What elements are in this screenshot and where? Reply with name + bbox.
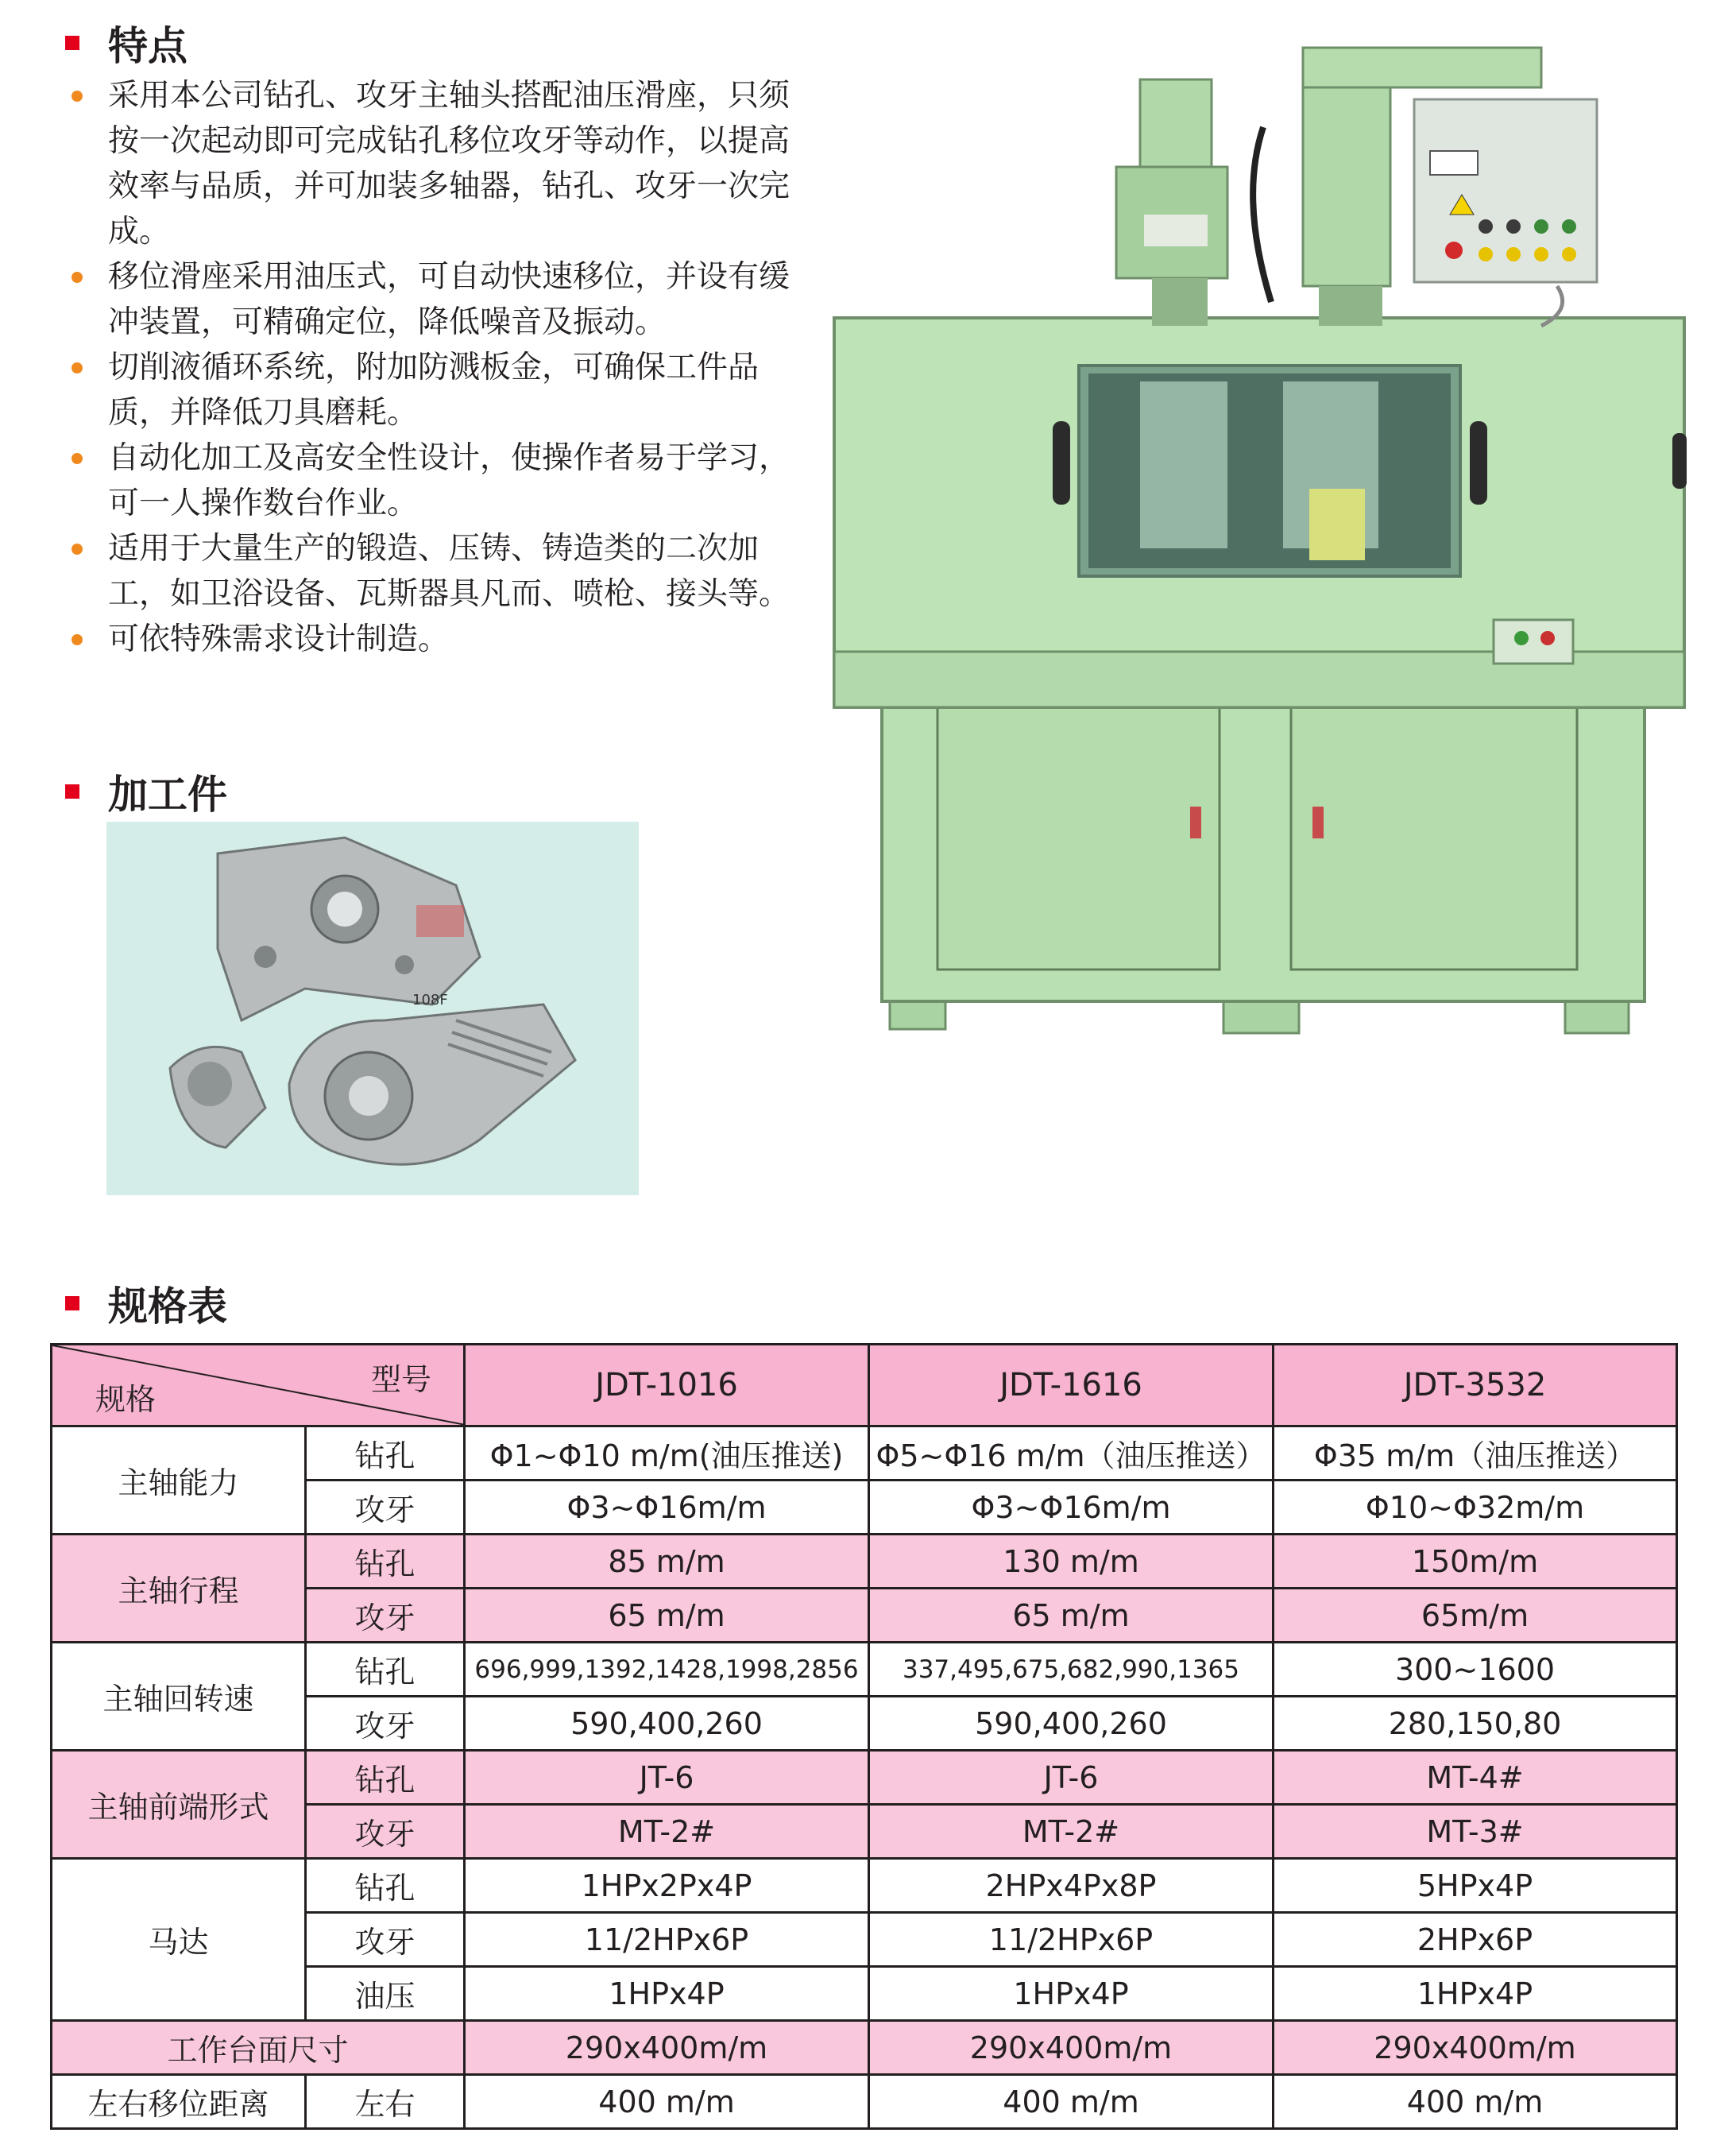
- table-cell: 590,400,260: [869, 1697, 1274, 1751]
- table-cell: Φ1~Φ10 m/m(油压推送): [465, 1426, 869, 1481]
- red-square-icon: [65, 1296, 79, 1310]
- table-row: [52, 1859, 1677, 1913]
- group-label: 工作台面尺寸: [52, 2021, 465, 2075]
- table-cell: Φ3~Φ16m/m: [869, 1481, 1274, 1535]
- sub-label: 钻孔: [306, 1643, 465, 1697]
- diagonal-divider: [52, 1345, 466, 1425]
- table-cell: Φ35 m/m（油压推送）: [1274, 1426, 1677, 1481]
- feature-item: 移位滑座采用油压式，可自动快速移位，并设有缓冲装置，可精确定位，降低噪音及振动。: [65, 254, 804, 345]
- workpiece-title: 加工件: [108, 772, 227, 818]
- sub-label: 钻孔: [306, 1535, 465, 1589]
- sub-label: 钻孔: [306, 1859, 465, 1913]
- table-cell: 85 m/m: [465, 1535, 869, 1589]
- table-cell: 11/2HPx6P: [869, 1913, 1274, 1967]
- table-cell: 696,999,1392,1428,1998,2856: [465, 1643, 869, 1697]
- table-cell: 300~1600: [1274, 1643, 1677, 1697]
- spec-title: 规格表: [108, 1283, 227, 1330]
- table-cell: 65m/m: [1274, 1589, 1677, 1643]
- workpiece-photo: [106, 822, 639, 1195]
- table-cell: 150m/m: [1274, 1535, 1677, 1589]
- table-cell: 5HPx4P: [1274, 1859, 1677, 1913]
- group-label: 主轴前端形式: [52, 1751, 306, 1859]
- table-cell: Φ3~Φ16m/m: [465, 1481, 869, 1535]
- red-square-icon: [65, 36, 79, 50]
- table-cell: Φ5~Φ16 m/m（油压推送）: [869, 1426, 1274, 1481]
- sub-label: 钻孔: [306, 1426, 465, 1481]
- table-row: [52, 1426, 1677, 1481]
- table-cell: 11/2HPx6P: [465, 1913, 869, 1967]
- sub-label: 油压: [306, 1967, 465, 2021]
- table-cell: 400 m/m: [465, 2075, 869, 2129]
- features-title: 特点: [108, 23, 187, 69]
- spec-heading: [65, 1275, 227, 1332]
- model-header: JDT-1016: [465, 1345, 869, 1426]
- table-cell: 1HPx2Px4P: [465, 1859, 869, 1913]
- feature-item: 适用于大量生产的锻造、压铸、铸造类的二次加工，如卫浴设备、瓦斯器具凡而、喷枪、接头等。: [65, 526, 804, 617]
- sub-label: 攻牙: [306, 1913, 465, 1967]
- table-cell: 290x400m/m: [869, 2021, 1274, 2075]
- sub-label: 攻牙: [306, 1697, 465, 1751]
- group-label: 主轴回转速: [52, 1643, 306, 1751]
- table-cell: 590,400,260: [465, 1697, 869, 1751]
- model-header: JDT-1616: [869, 1345, 1274, 1426]
- features-list: [65, 73, 804, 662]
- feature-item: 采用本公司钻孔、攻牙主轴头搭配油压滑座，只须按一次起动即可完成钻孔移位攻牙等动作，以提高效率与品质，并可加装多轴器，钻孔、攻牙一次完成。: [65, 73, 804, 254]
- table-cell: MT-3#: [1274, 1805, 1677, 1859]
- spec-key: 规格: [95, 1382, 157, 1417]
- bullet-icon: [72, 634, 83, 645]
- table-cell: MT-4#: [1274, 1751, 1677, 1805]
- bullet-icon: [72, 91, 83, 102]
- sub-label: 攻牙: [306, 1481, 465, 1535]
- sub-label: 攻牙: [306, 1805, 465, 1859]
- table-cell: 280,150,80: [1274, 1697, 1677, 1751]
- feature-item: 可依特殊需求设计制造。: [65, 617, 804, 662]
- table-row: [52, 2075, 1677, 2129]
- header-corner: [52, 1345, 465, 1426]
- table-row: [52, 2021, 1677, 2075]
- table-cell: 290x400m/m: [465, 2021, 869, 2075]
- table-cell: 1HPx4P: [465, 1967, 869, 2021]
- group-label: 左右移位距离: [52, 2075, 306, 2129]
- table-cell: 2HPx6P: [1274, 1913, 1677, 1967]
- group-label: 主轴行程: [52, 1535, 306, 1643]
- group-label: 主轴能力: [52, 1426, 306, 1535]
- table-cell: 130 m/m: [869, 1535, 1274, 1589]
- table-cell: 400 m/m: [1274, 2075, 1677, 2129]
- workpiece-heading: [65, 763, 227, 820]
- feature-item: 自动化加工及高安全性设计，使操作者易于学习，可一人操作数台作业。: [65, 435, 804, 526]
- sub-label: 钻孔: [306, 1751, 465, 1805]
- model-key: 型号: [370, 1362, 431, 1397]
- red-square-icon: [65, 784, 79, 799]
- table-cell: JT-6: [869, 1751, 1274, 1805]
- feature-item: 切削液循环系统，附加防溅板金，可确保工件品质，并降低刀具磨耗。: [65, 345, 804, 435]
- features-heading: [65, 14, 187, 72]
- table-cell: 1HPx4P: [1274, 1967, 1677, 2021]
- bullet-icon: [72, 544, 83, 555]
- sub-label: 攻牙: [306, 1589, 465, 1643]
- table-cell: 337,495,675,682,990,1365: [869, 1643, 1274, 1697]
- table-row: [52, 1643, 1677, 1697]
- table-cell: Φ10~Φ32m/m: [1274, 1481, 1677, 1535]
- bullet-icon: [72, 272, 83, 283]
- table-cell: 2HPx4Px8P: [869, 1859, 1274, 1913]
- table-cell: JT-6: [465, 1751, 869, 1805]
- spec-table: [50, 1343, 1678, 2130]
- sub-label: 左右: [306, 2075, 465, 2129]
- table-cell: 400 m/m: [869, 2075, 1274, 2129]
- group-label: 马达: [52, 1859, 306, 2021]
- bullet-icon: [72, 362, 83, 374]
- table-row: [52, 1535, 1677, 1589]
- model-header: JDT-3532: [1274, 1345, 1677, 1426]
- table-cell: MT-2#: [869, 1805, 1274, 1859]
- table-cell: 65 m/m: [869, 1589, 1274, 1643]
- table-cell: MT-2#: [465, 1805, 869, 1859]
- table-cell: 290x400m/m: [1274, 2021, 1677, 2075]
- table-header-row: [52, 1345, 1677, 1426]
- machine-photo: [826, 24, 1692, 1049]
- bullet-icon: [72, 453, 83, 464]
- workpiece-label: 108F: [412, 992, 448, 1008]
- table-row: [52, 1751, 1677, 1805]
- table-cell: 1HPx4P: [869, 1967, 1274, 2021]
- table-cell: 65 m/m: [465, 1589, 869, 1643]
